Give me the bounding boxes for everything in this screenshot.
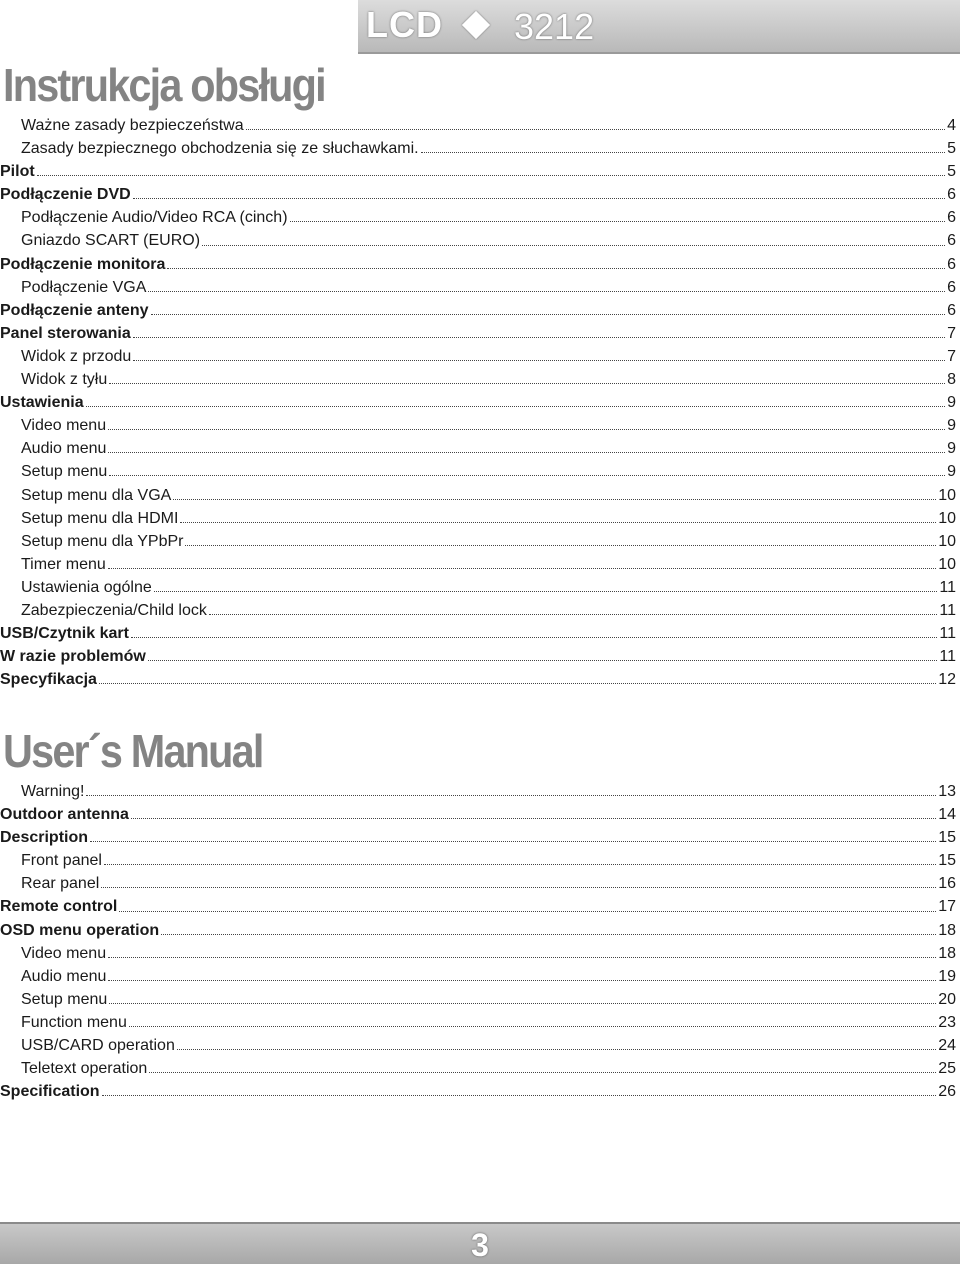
- dot-leader: [209, 614, 938, 615]
- toc-entry-title: Front panel: [21, 852, 102, 870]
- toc-entry: [0, 780, 956, 803]
- toc-entry-title: USB/Czytnik kart: [0, 625, 129, 643]
- toc-entry-title: OSD menu operation: [0, 921, 160, 939]
- dot-leader: [180, 522, 936, 523]
- toc-entry-page: 13: [938, 783, 956, 800]
- toc-polish: [0, 114, 956, 691]
- dot-leader: [108, 568, 936, 569]
- toc-entry: [0, 206, 956, 229]
- toc-entry-title: USB/CARD operation: [21, 1037, 175, 1055]
- toc-entry-title: Setup menu dla YPbPr: [21, 532, 184, 550]
- model-number: 3212: [514, 6, 595, 47]
- diamond-icon: [462, 11, 490, 39]
- dot-leader: [108, 452, 945, 453]
- toc-entry: [0, 988, 956, 1011]
- toc-entry-page: 26: [938, 1083, 956, 1101]
- toc-entry-page: 5: [947, 163, 956, 181]
- toc-entry: [0, 1080, 956, 1103]
- toc-english: [0, 780, 956, 1103]
- toc-entry-title: Zasady bezpiecznego obchodzenia się ze słuchawkami.: [21, 140, 419, 158]
- toc-entry: [0, 576, 956, 599]
- toc-entry-page: 12: [938, 671, 956, 689]
- toc-entry-page: 6: [947, 278, 956, 296]
- dot-leader: [149, 1072, 936, 1073]
- dot-leader: [290, 221, 946, 222]
- dot-leader: [133, 360, 945, 361]
- toc-entry-page: 14: [938, 806, 956, 824]
- dot-leader: [154, 591, 938, 592]
- dot-leader: [131, 637, 937, 638]
- dot-leader: [133, 337, 945, 338]
- dot-leader: [148, 660, 938, 661]
- toc-entry-title: Setup menu: [21, 463, 108, 481]
- footer-bar: [0, 1222, 960, 1264]
- toc-entry-title: Setup menu dla HDMI: [21, 509, 179, 527]
- toc-entry-title: Warning!: [21, 783, 85, 800]
- toc-entry: [0, 484, 956, 507]
- toc-entry-page: 15: [938, 829, 956, 847]
- toc-entry-page: 6: [947, 232, 956, 250]
- toc-entry: [0, 229, 956, 252]
- toc-entry-page: 17: [938, 898, 956, 916]
- dot-leader: [119, 911, 936, 912]
- toc-entry-title: Setup menu dla VGA: [21, 486, 172, 504]
- toc-entry: [0, 137, 956, 160]
- dot-leader: [151, 314, 946, 315]
- toc-entry-title: Ważne zasady bezpieczeństwa: [21, 117, 244, 134]
- toc-entry: [0, 622, 956, 645]
- toc-entry-page: 6: [947, 255, 956, 273]
- dot-leader: [161, 934, 936, 935]
- toc-entry-title: Widok z przodu: [21, 347, 132, 365]
- dot-leader: [104, 864, 936, 865]
- dot-leader: [108, 980, 936, 981]
- toc-entry-title: W razie problemów: [0, 648, 146, 666]
- toc-entry: [0, 1057, 956, 1080]
- toc-entry-title: Podłączenie anteny: [0, 301, 149, 319]
- toc-entry: [0, 299, 956, 322]
- toc-entry-page: 11: [939, 578, 956, 596]
- toc-entry: [0, 368, 956, 391]
- dot-leader: [108, 429, 945, 430]
- dot-leader: [37, 175, 945, 176]
- section-title-english: User´s Manual: [3, 725, 263, 777]
- toc-entry-title: Ustawienia ogólne: [21, 578, 152, 596]
- toc-entry-page: 6: [947, 186, 956, 204]
- page-number: 3: [471, 1227, 489, 1263]
- toc-entry-title: Podłączenie monitora: [0, 255, 166, 273]
- toc-entry-page: 11: [939, 625, 956, 643]
- toc-entry: [0, 965, 956, 988]
- toc-entry: [0, 391, 956, 414]
- toc-entry-page: 15: [938, 852, 956, 870]
- toc-entry-title: Podłączenie DVD: [0, 186, 131, 204]
- toc-entry: [0, 849, 956, 872]
- toc-entry-page: 20: [938, 990, 956, 1008]
- dot-leader: [173, 499, 936, 500]
- toc-entry-title: Pilot: [0, 163, 35, 181]
- dot-leader: [86, 795, 936, 796]
- dot-leader: [202, 245, 945, 246]
- brand-label: LCD: [366, 4, 443, 45]
- toc-entry-title: Podłączenie VGA: [21, 278, 147, 296]
- toc-entry-title: Specification: [0, 1083, 100, 1101]
- dot-leader: [108, 957, 936, 958]
- toc-entry-title: Panel sterowania: [0, 324, 131, 342]
- toc-entry: [0, 599, 956, 622]
- toc-entry-title: Setup menu: [21, 990, 108, 1008]
- toc-entry-title: Function menu: [21, 1013, 127, 1031]
- dot-leader: [101, 887, 936, 888]
- toc-entry: [0, 942, 956, 965]
- toc-entry: [0, 160, 956, 183]
- toc-entry-page: 24: [938, 1037, 956, 1055]
- toc-entry: [0, 322, 956, 345]
- header-banner: [358, 0, 960, 54]
- toc-entry-title: Podłączenie Audio/Video RCA (cinch): [21, 209, 288, 227]
- toc-entry-page: 5: [947, 140, 956, 158]
- toc-entry-page: 9: [947, 417, 956, 435]
- toc-entry: [0, 183, 956, 206]
- toc-entry-title: Audio menu: [21, 967, 107, 985]
- toc-entry-title: Widok z tyłu: [21, 371, 108, 389]
- toc-entry: [0, 114, 956, 137]
- toc-entry-page: 11: [939, 648, 956, 666]
- toc-entry: [0, 253, 956, 276]
- toc-entry-page: 8: [947, 371, 956, 389]
- toc-entry: [0, 919, 956, 942]
- toc-entry-page: 10: [938, 509, 956, 527]
- toc-entry: [0, 553, 956, 576]
- toc-entry-page: 7: [947, 324, 956, 342]
- toc-entry: [0, 345, 956, 368]
- toc-entry-title: Video menu: [21, 417, 107, 435]
- toc-entry-page: 9: [947, 440, 956, 458]
- toc-entry: [0, 460, 956, 483]
- toc-entry-title: Rear panel: [21, 875, 100, 893]
- section-title-polish: Instrukcja obsługi: [3, 59, 325, 111]
- dot-leader: [177, 1049, 936, 1050]
- toc-entry-title: Ustawienia: [0, 394, 84, 412]
- toc-entry-title: Gniazdo SCART (EURO): [21, 232, 201, 250]
- toc-entry: [0, 645, 956, 668]
- toc-entry: [0, 668, 956, 691]
- dot-leader: [109, 1003, 936, 1004]
- toc-entry-page: 4: [947, 117, 956, 134]
- toc-entry-title: Teletext operation: [21, 1060, 148, 1078]
- toc-entry-page: 6: [947, 301, 956, 319]
- dot-leader: [167, 268, 945, 269]
- toc-entry: [0, 507, 956, 530]
- toc-entry-title: Timer menu: [21, 555, 106, 573]
- toc-entry-title: Description: [0, 829, 89, 847]
- toc-entry-title: Video menu: [21, 944, 107, 962]
- toc-entry: [0, 895, 956, 918]
- toc-entry-page: 16: [938, 875, 956, 893]
- dot-leader: [246, 129, 945, 130]
- toc-entry: [0, 276, 956, 299]
- toc-entry-page: 25: [938, 1060, 956, 1078]
- toc-entry-title: Outdoor antenna: [0, 806, 129, 824]
- toc-entry: [0, 437, 956, 460]
- toc-entry: [0, 414, 956, 437]
- toc-entry-page: 10: [938, 486, 956, 504]
- toc-entry-page: 23: [938, 1013, 956, 1031]
- dot-leader: [109, 475, 945, 476]
- toc-entry-page: 11: [939, 601, 956, 619]
- toc-entry-page: 19: [938, 967, 956, 985]
- toc-entry-title: Remote control: [0, 898, 118, 916]
- toc-entry-title: Zabezpieczenia/Child lock: [21, 601, 207, 619]
- toc-entry-page: 6: [947, 209, 956, 227]
- dot-leader: [90, 841, 936, 842]
- dot-leader: [148, 291, 945, 292]
- toc-entry-page: 9: [947, 463, 956, 481]
- toc-entry-page: 7: [947, 347, 956, 365]
- toc-entry-title: Audio menu: [21, 440, 107, 458]
- dot-leader: [99, 683, 936, 684]
- dot-leader: [102, 1095, 937, 1096]
- dot-leader: [131, 818, 936, 819]
- toc-entry: [0, 1034, 956, 1057]
- toc-entry-page: 18: [938, 921, 956, 939]
- dot-leader: [185, 545, 936, 546]
- dot-leader: [129, 1026, 936, 1027]
- dot-leader: [86, 406, 946, 407]
- toc-entry: [0, 530, 956, 553]
- toc-entry: [0, 1011, 956, 1034]
- toc-entry: [0, 803, 956, 826]
- dot-leader: [421, 152, 946, 153]
- toc-entry: [0, 872, 956, 895]
- toc-entry-title: Specyfikacja: [0, 671, 97, 689]
- toc-entry-page: 10: [938, 555, 956, 573]
- toc-entry-page: 10: [938, 532, 956, 550]
- dot-leader: [109, 383, 945, 384]
- dot-leader: [133, 198, 945, 199]
- toc-entry-page: 9: [947, 394, 956, 412]
- toc-entry-page: 18: [938, 944, 956, 962]
- toc-entry: [0, 826, 956, 849]
